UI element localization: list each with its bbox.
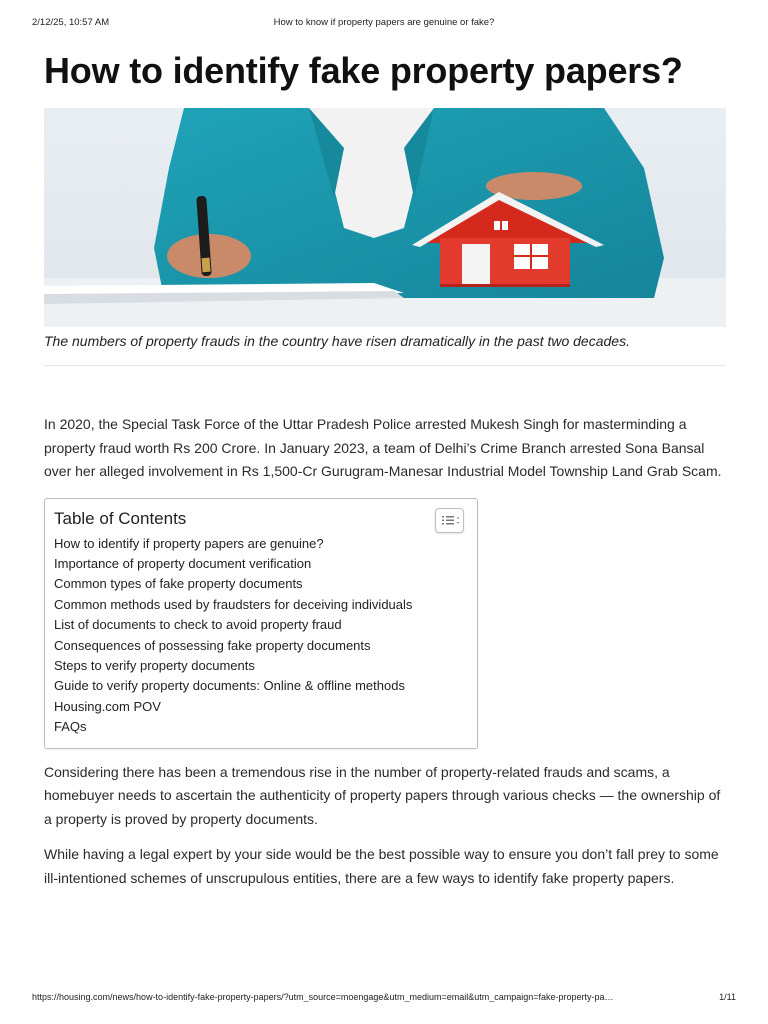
hero-image [44,108,726,327]
toc-link[interactable]: FAQs [54,719,87,735]
toc-link[interactable]: List of documents to check to avoid property fraud [54,617,342,633]
body-paragraph: While having a legal expert by your side would be the best possible way to ensure you don’t fall prey to some ill-intentioned schemes of unscrupulous entities, there are a few ways to identify fake property papers. [44,846,719,886]
toc-link[interactable]: Common types of fake property documents [54,576,303,592]
page-title: How to identify fake property papers? [44,50,683,91]
print-datetime: 2/12/25, 10:57 AM [32,17,110,28]
divider [44,365,726,366]
article [44,48,726,890]
table-of-contents [44,498,478,749]
toc-link[interactable]: Guide to verify property documents: Online & offline methods [54,678,405,694]
hero-caption: The numbers of property frauds in the country have risen dramatically in the past two decades. [44,333,630,349]
toc-list [54,534,467,738]
toc-link[interactable]: How to identify if property papers are genuine? [54,535,324,551]
hero-illustration [44,108,726,327]
toc-link[interactable]: Housing.com POV [54,698,161,714]
print-footer [32,992,736,1006]
toc-link[interactable]: Consequences of possessing fake property documents [54,637,371,653]
list-toggle-icon [436,509,463,532]
toc-link[interactable]: Common methods used by fraudsters for deceiving individuals [54,596,413,612]
toc-link[interactable]: Importance of property document verification [54,555,312,571]
print-url: https://housing.com/news/how-to-identify-fake-property-papers/?utm_source=moengage&utm_medium=email&utm_campaign=fake-property-pa… [32,992,614,1002]
toc-link[interactable]: Steps to verify property documents [54,657,255,673]
page-number: 1/11 [719,992,736,1002]
toc-title: Table of Contents [54,508,187,528]
toc-toggle-button[interactable] [435,508,464,533]
intro-paragraph: In 2020, the Special Task Force of the Uttar Pradesh Police arrested Mukesh Singh for masterminding a property fraud worth Rs 200 Crore. In January 2023, a team of Delhi’s Crime Branch arrested Sona Bansal over her alleged involvement in Rs 1,500-Cr Gurugram-Manesar Industrial Model Township Land Grab Scam. [44,416,722,479]
print-header [32,17,736,31]
print-document-title: How to know if property papers are genuine or fake? [273,17,495,28]
body-paragraph: Considering there has been a tremendous rise in the number of property-related frauds and scams, a homebuyer needs to ascertain the authenticity of property papers through various checks — the ownership of a property is proved by property documents. [44,763,721,827]
